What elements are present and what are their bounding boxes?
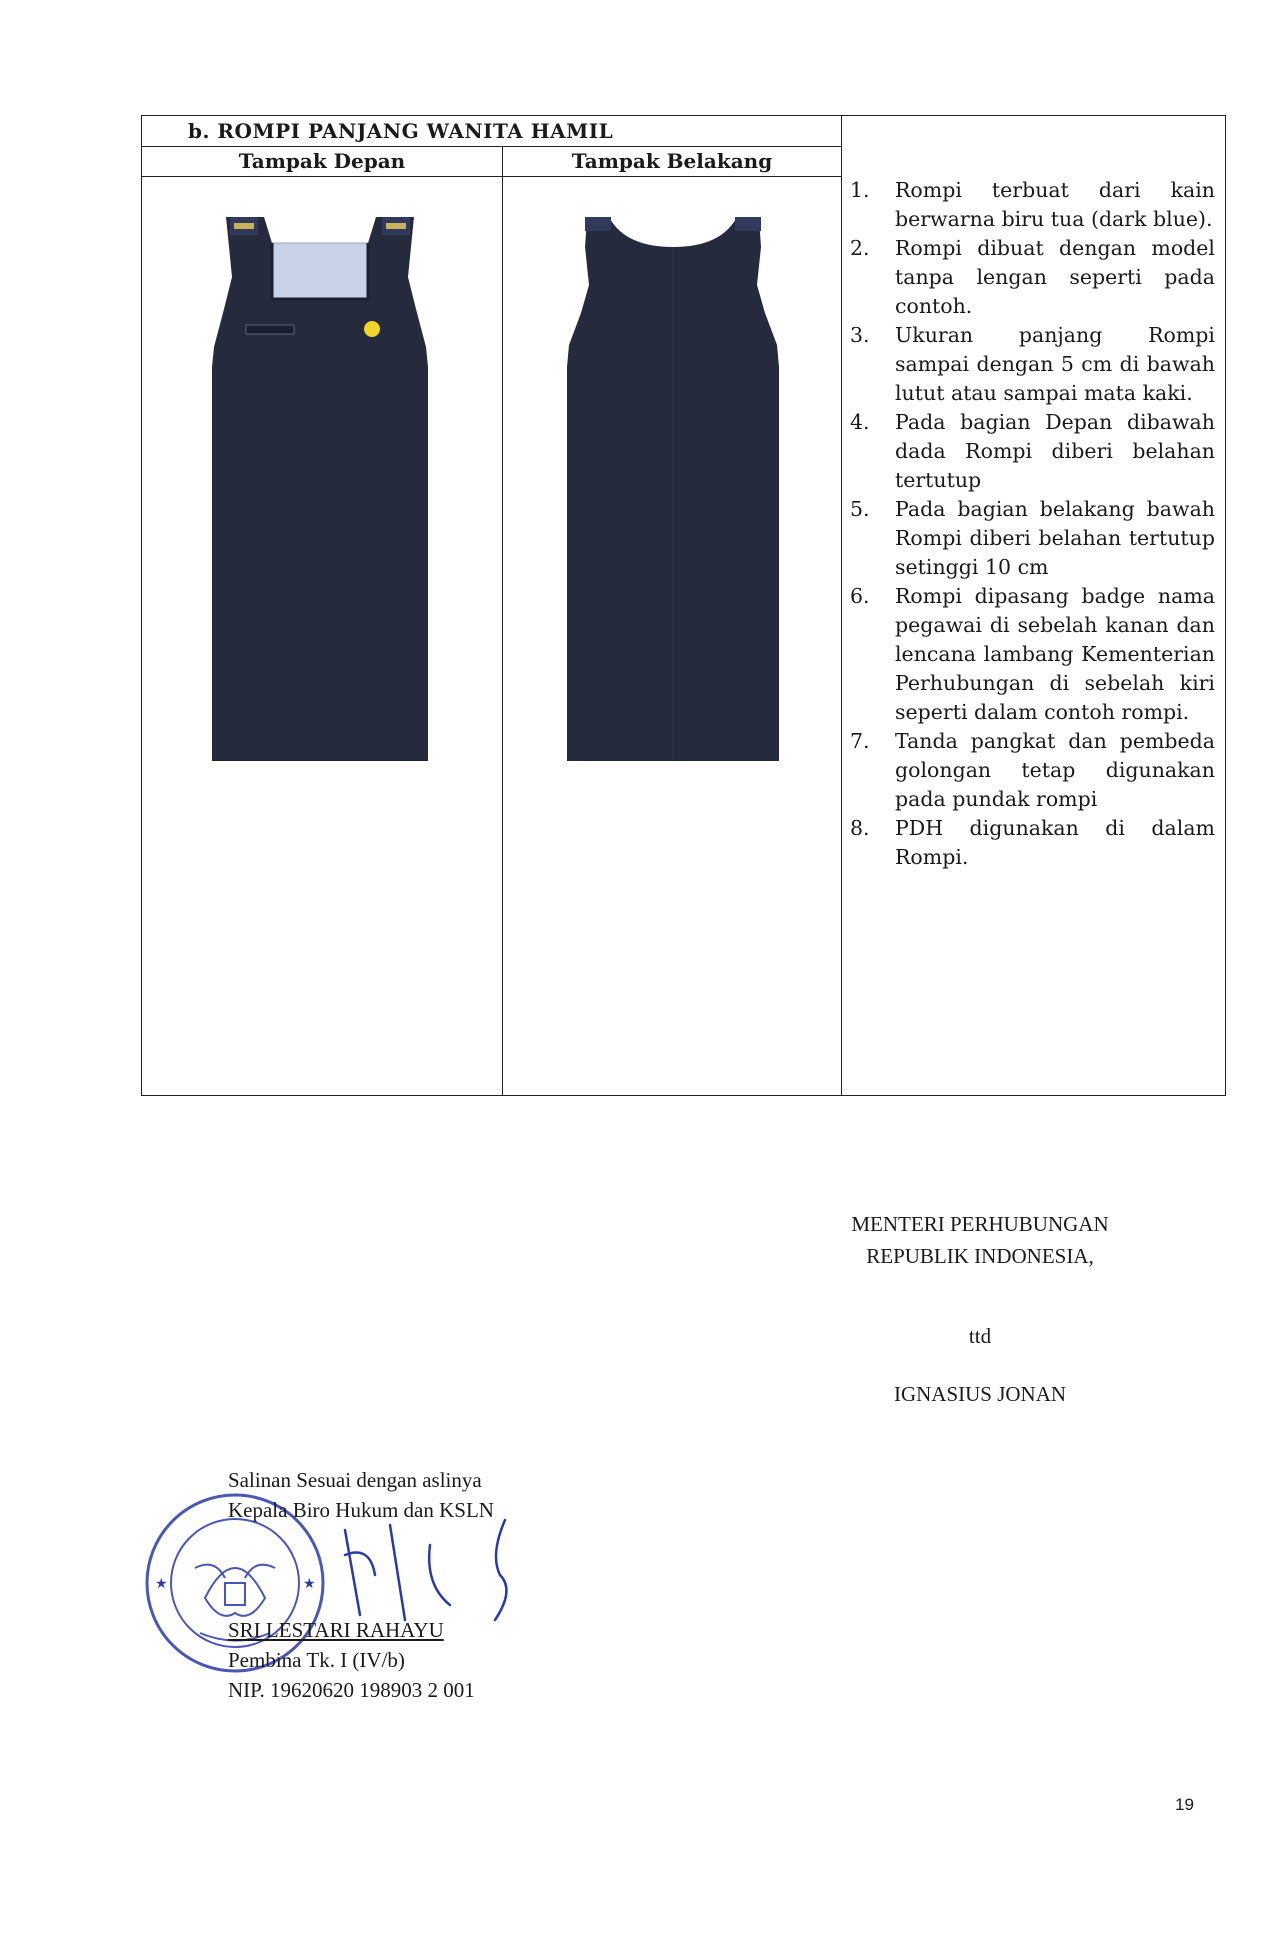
list-item (850, 234, 1215, 321)
handwritten-signature-icon (330, 1515, 560, 1625)
list-text: Rompi terbuat dari kain berwarna biru tua (dark blue). (895, 178, 1215, 231)
list-item (850, 495, 1215, 582)
signatory-name: IGNASIUS JONAN (893, 1382, 1067, 1406)
list-item (850, 176, 1215, 234)
list-number: 1. (850, 178, 870, 202)
back-view-header: Tampak Belakang (503, 147, 842, 177)
legalizer-name: SRI LESTARI RAHAYU (228, 1618, 444, 1642)
list-text: Rompi dibuat dengan model tanpa lengan seperti pada contoh. (895, 236, 1215, 318)
description-cell (842, 116, 1225, 1095)
name-badge (246, 325, 294, 334)
back-view-cell (503, 177, 842, 1095)
list-number: 2. (850, 236, 870, 260)
list-text: Tanda pangkat dan pembeda golongan tetap digunakan pada pundak rompi (895, 729, 1215, 811)
legalizer-position: Kepala Biro Hukum dan KSLN (228, 1498, 494, 1522)
list-item (850, 814, 1215, 872)
signatory-country: REPUBLIK INDONESIA, (866, 1244, 1094, 1268)
minister-signature-block (770, 1208, 1190, 1410)
page-number: 19 (1175, 1795, 1194, 1814)
list-item (850, 408, 1215, 495)
svg-text:★: ★ (303, 1576, 316, 1592)
list-number: 3. (850, 323, 870, 347)
legalizer-rank: Pembina Tk. I (IV/b) (228, 1648, 405, 1672)
list-item (850, 727, 1215, 814)
list-text: Pada bagian Depan dibawah dada Rompi diberi belahan tertutup (895, 410, 1215, 492)
vest-front-illustration (212, 217, 428, 761)
list-text: PDH digunakan di dalam Rompi. (895, 816, 1215, 869)
ministry-emblem-badge (364, 321, 380, 337)
requirements-list (850, 176, 1215, 872)
legalizer-nip: NIP. 19620620 198903 2 001 (228, 1678, 475, 1702)
front-view-header: Tampak Depan (142, 147, 503, 177)
list-number: 4. (850, 410, 870, 434)
list-item (850, 321, 1215, 408)
list-text: Pada bagian belakang bawah Rompi diberi belahan tertutup setinggi 10 cm (895, 497, 1215, 579)
list-number: 6. (850, 584, 870, 608)
list-number: 5. (850, 497, 870, 521)
copy-statement: Salinan Sesuai dengan aslinya (228, 1468, 482, 1492)
signatory-title: MENTERI PERHUBUNGAN (851, 1212, 1109, 1236)
vest-back-illustration (565, 217, 781, 761)
front-view-cell (142, 177, 503, 1095)
svg-text:★: ★ (155, 1576, 168, 1592)
table-title: b. ROMPI PANJANG WANITA HAMIL (142, 116, 842, 147)
list-number: 7. (850, 729, 870, 753)
specification-table (141, 115, 1226, 1096)
list-text: Rompi dipasang badge nama pegawai di sebelah kanan dan lencana lambang Kementerian Perhubungan di sebelah kiri seperti dalam contoh rompi. (895, 584, 1215, 724)
list-item (850, 582, 1215, 727)
list-number: 8. (850, 816, 870, 840)
list-text: Ukuran panjang Rompi sampai dengan 5 cm di bawah lutut atau sampai mata kaki. (895, 323, 1215, 405)
signed-mark: ttd (968, 1324, 992, 1348)
